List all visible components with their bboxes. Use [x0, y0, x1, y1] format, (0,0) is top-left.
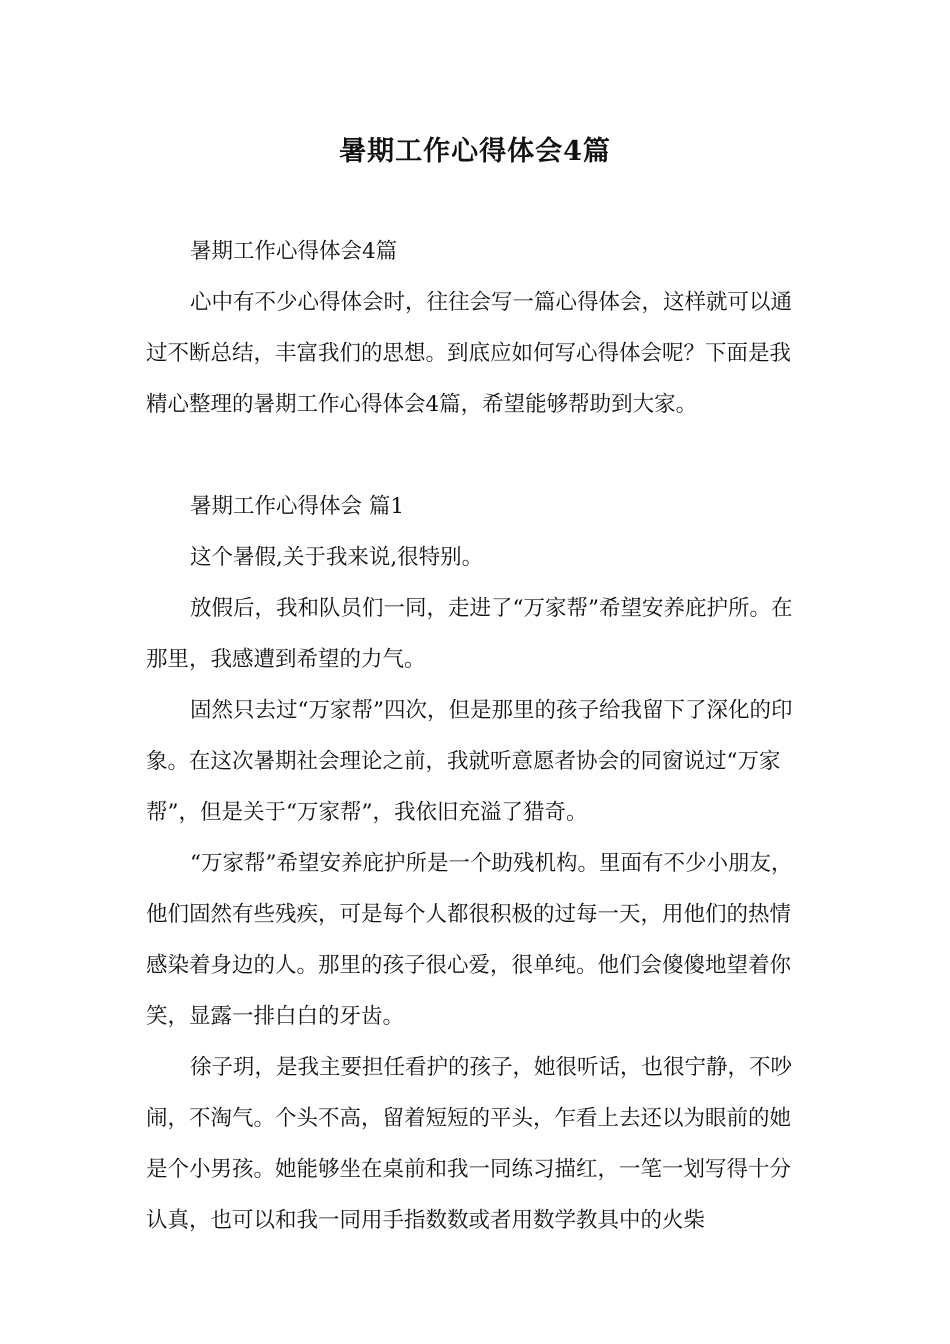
document-title: 暑期工作心得体会4篇 — [339, 136, 611, 167]
intro-paragraph: 心中有不少心得体会时，往往会写一篇心得体会，这样就可以通过不断总结，丰富我们的思想。到底应如何写心得体会呢？下面是我精心整理的暑期工作心得体会4篇，希望能够帮助到大家。 — [146, 290, 793, 417]
body-paragraph: “万家帮”希望安养庇护所是一个助残机构。里面有不少小朋友，他们固然有些残疾，可是每个人都很积极的过每一天，用他们的热情感染着身边的人。那里的孩子很心爱，很单纯。他们会傻傻地望着你笑，显露一排白白的牙齿。 — [146, 851, 793, 1029]
body-paragraph: 这个暑假,关于我来说,很特别。 — [190, 545, 484, 570]
section-heading: 暑期工作心得体会 篇1 — [190, 494, 405, 519]
body-paragraph: 放假后，我和队员们一同，走进了“万家帮”希望安养庇护所。在那里，我感遭到希望的力气。 — [146, 596, 793, 672]
body-paragraph: 固然只去过“万家帮”四次，但是那里的孩子给我留下了深化的印象。在这次暑期社会理论之前，我就听意愿者协会的同窗说过“万家帮”，但是关于“万家帮”，我依旧充溢了猎奇。 — [146, 698, 793, 825]
body-paragraph: 徐子玥，是我主要担任看护的孩子，她很听话，也很宁静，不吵闹，不淘气。个头不高，留着短短的平头，乍看上去还以为眼前的她是个小男孩。她能够坐在桌前和我一同练习描红，一笔一划写得十分认真，也可以和我一同用手指数数或者用数学教具中的火柴 — [146, 1055, 793, 1233]
document-body — [146, 226, 810, 1246]
intro-heading: 暑期工作心得体会4篇 — [190, 239, 398, 264]
section-gap — [146, 430, 810, 481]
